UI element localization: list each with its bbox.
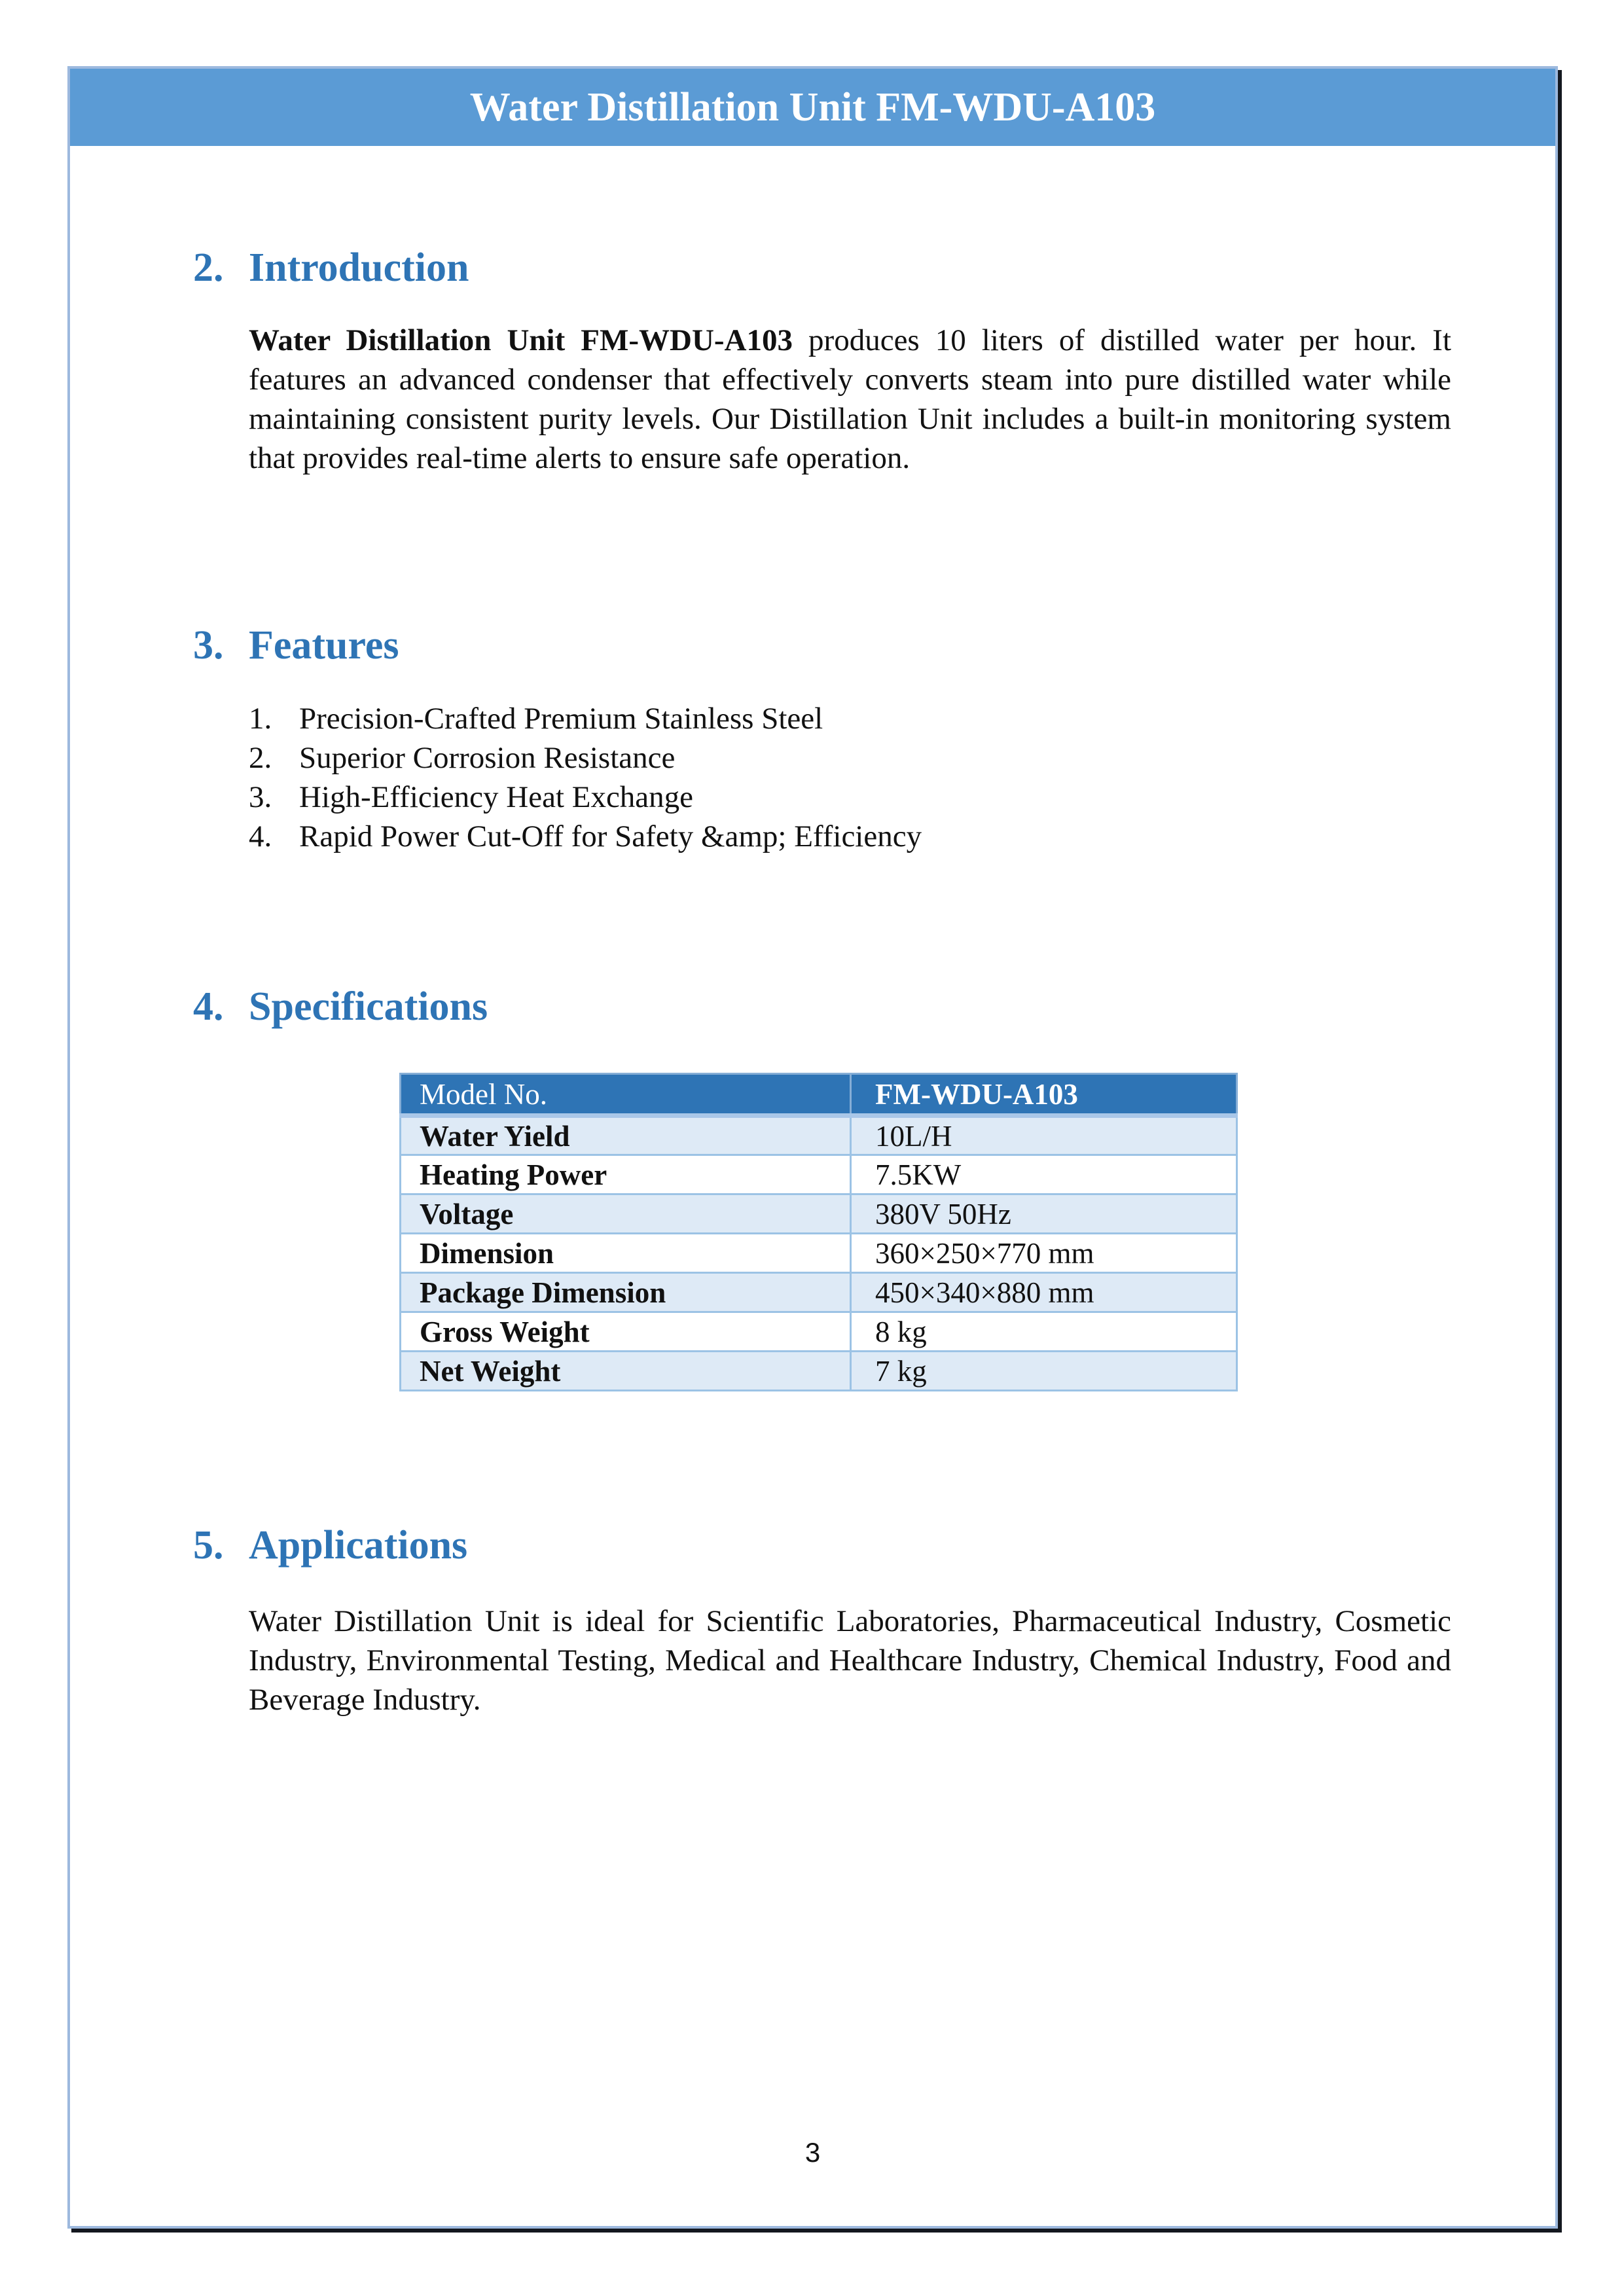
- introduction-heading-label: Introduction: [249, 245, 469, 290]
- section-features: [70, 622, 1555, 856]
- list-item: [249, 738, 1555, 778]
- spec-value: 10L/H: [851, 1116, 1237, 1155]
- specifications-table: [399, 1073, 1238, 1391]
- introduction-heading: [70, 244, 1555, 291]
- spec-value: 380V 50Hz: [851, 1194, 1237, 1234]
- list-item-text: Rapid Power Cut-Off for Safety &amp; Efficiency: [299, 819, 922, 853]
- list-item-text: High-Efficiency Heat Exchange: [299, 780, 694, 814]
- spec-label: Dimension: [401, 1234, 851, 1273]
- list-item: [249, 699, 1555, 738]
- applications-heading: [70, 1522, 1555, 1569]
- spec-value: 360×250×770 mm: [851, 1234, 1237, 1273]
- list-item-number: 2.: [249, 741, 272, 775]
- spec-value: 7.5KW: [851, 1155, 1237, 1194]
- section-specifications: [70, 983, 1555, 1391]
- introduction-bold-run: Water Distillation Unit FM-WDU-A103: [249, 323, 793, 357]
- specifications-heading-label: Specifications: [249, 984, 488, 1029]
- header-banner: [70, 69, 1555, 146]
- list-item-number: 1.: [249, 702, 272, 736]
- spec-value: 450×340×880 mm: [851, 1273, 1237, 1312]
- table-row: [401, 1155, 1237, 1194]
- table-header-label-cell: Model No.: [401, 1074, 851, 1116]
- spec-label: Package Dimension: [401, 1273, 851, 1312]
- page-border-frame: [67, 66, 1558, 2229]
- spec-label: Water Yield: [401, 1116, 851, 1155]
- features-heading-number: 3.: [193, 623, 224, 668]
- applications-heading-label: Applications: [249, 1523, 468, 1568]
- spec-value: 8 kg: [851, 1312, 1237, 1352]
- list-item: [249, 778, 1555, 817]
- list-item-number: 3.: [249, 780, 272, 814]
- spec-label: Net Weight: [401, 1352, 851, 1391]
- page-number: 3: [804, 2137, 821, 2168]
- list-item: [249, 817, 1555, 856]
- spec-label: Voltage: [401, 1194, 851, 1234]
- list-item-text: Superior Corrosion Resistance: [299, 741, 676, 775]
- specifications-heading-number: 4.: [193, 984, 224, 1029]
- introduction-paragraph: [249, 321, 1451, 478]
- table-header-row: [401, 1074, 1237, 1116]
- applications-paragraph: Water Distillation Unit is ideal for Scientific Laboratories, Pharmaceutical Industry, Cosmetic Industry, Environmental Testing, Medical and Healthcare Industry, Chemical Industry, Food and Beverage Industry.: [249, 1604, 1451, 1717]
- table-row: [401, 1352, 1237, 1391]
- features-heading-label: Features: [249, 623, 399, 668]
- table-row: [401, 1116, 1237, 1155]
- table-row: [401, 1312, 1237, 1352]
- document-title: Water Distillation Unit FM-WDU-A103: [469, 84, 1156, 130]
- table-row: [401, 1273, 1237, 1312]
- introduction-heading-number: 2.: [193, 245, 224, 290]
- features-heading: [70, 622, 1555, 669]
- list-item-number: 4.: [249, 819, 272, 853]
- spec-label: Heating Power: [401, 1155, 851, 1194]
- section-introduction: [70, 244, 1555, 478]
- list-item-text: Precision-Crafted Premium Stainless Steel: [299, 702, 823, 736]
- spec-label: Gross Weight: [401, 1312, 851, 1352]
- section-applications: [70, 1522, 1555, 1719]
- introduction-body-run: produces 10 liters of distilled water per hour. It features an advanced condenser that effectively converts steam into pure distilled water while maintaining consistent purity levels. Our Distillation Unit includes a built-in monitoring system that provides real-time alerts to ensure safe operation.: [249, 323, 1452, 475]
- table-row: [401, 1194, 1237, 1234]
- applications-heading-number: 5.: [193, 1523, 224, 1568]
- table-header-value-cell: FM-WDU-A103: [851, 1074, 1237, 1116]
- specifications-heading: [70, 983, 1555, 1030]
- spec-value: 7 kg: [851, 1352, 1237, 1391]
- table-row: [401, 1234, 1237, 1273]
- features-list: [70, 699, 1555, 856]
